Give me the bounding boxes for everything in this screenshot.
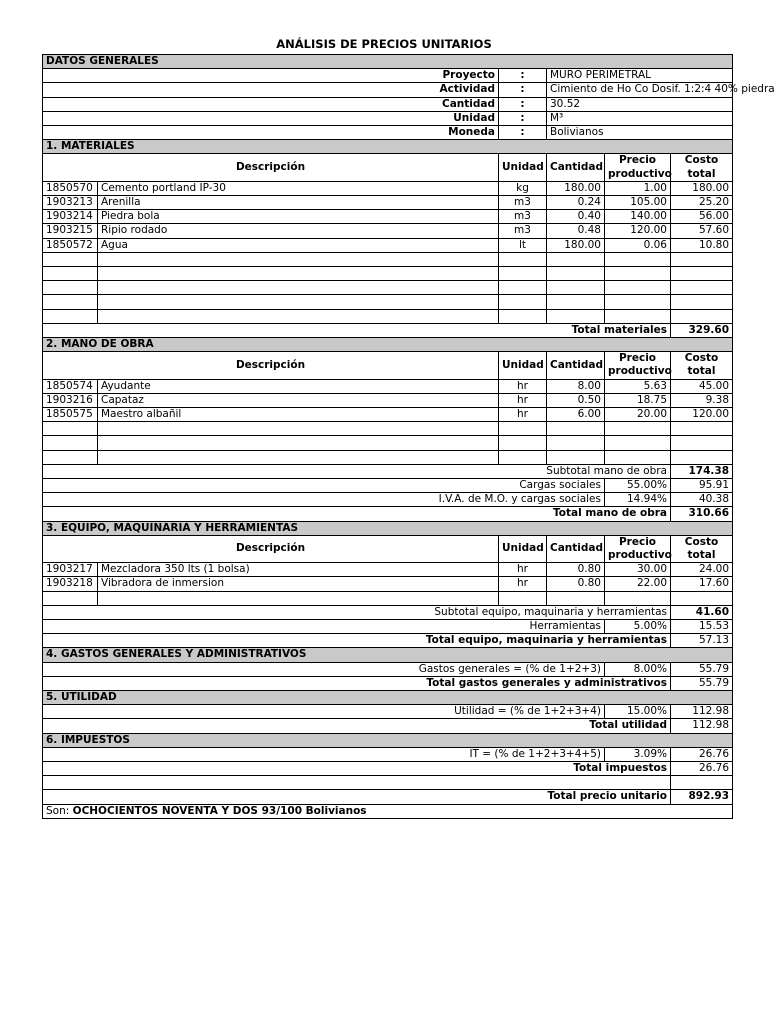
son-label: Son: bbox=[46, 804, 70, 817]
blank-row bbox=[43, 422, 733, 436]
total-gastos-row bbox=[43, 676, 733, 690]
summary-percent: 15.00% bbox=[605, 705, 671, 719]
section-header: DATOS GENERALES bbox=[43, 55, 733, 69]
col-precio bbox=[605, 535, 671, 562]
item-description: Cemento portland IP-30 bbox=[98, 181, 499, 195]
blank-cell bbox=[98, 267, 499, 281]
blank-cell bbox=[671, 281, 733, 295]
it-row bbox=[43, 747, 733, 761]
blank-cell bbox=[547, 422, 605, 436]
blank-cell bbox=[547, 295, 605, 309]
blank-cell bbox=[43, 295, 98, 309]
item-description: Ayudante bbox=[98, 379, 499, 393]
item-quantity: 0.48 bbox=[547, 224, 605, 238]
col-unidad: Unidad bbox=[499, 154, 547, 181]
item-code: 1903215 bbox=[43, 224, 98, 238]
item-unit: hr bbox=[499, 408, 547, 422]
field-label: Actividad bbox=[43, 83, 499, 97]
blank-cell bbox=[547, 252, 605, 266]
item-price: 120.00 bbox=[605, 224, 671, 238]
field-separator: : bbox=[499, 69, 547, 83]
item-unit: m3 bbox=[499, 196, 547, 210]
item-price: 20.00 bbox=[605, 408, 671, 422]
blank-row bbox=[43, 591, 733, 605]
field-separator: : bbox=[499, 83, 547, 97]
item-code: 1850575 bbox=[43, 408, 98, 422]
summary-label: Total mano de obra bbox=[43, 507, 671, 521]
col-costo bbox=[671, 154, 733, 181]
gastos-generales-row bbox=[43, 662, 733, 676]
table-row bbox=[43, 196, 733, 210]
blank-row bbox=[43, 309, 733, 323]
item-total: 9.38 bbox=[671, 393, 733, 407]
col-costo-line1: Costo bbox=[684, 352, 719, 365]
col-unidad: Unidad bbox=[499, 535, 547, 562]
blank-cell bbox=[605, 267, 671, 281]
item-total: 56.00 bbox=[671, 210, 733, 224]
summary-label: I.V.A. de M.O. y cargas sociales bbox=[43, 493, 605, 507]
summary-value: 41.60 bbox=[671, 605, 733, 619]
blank-cell bbox=[671, 267, 733, 281]
col-precio-line2: productivo bbox=[608, 548, 672, 561]
total-precio-unitario-row bbox=[43, 790, 733, 804]
item-unit: hr bbox=[499, 393, 547, 407]
item-unit: kg bbox=[499, 181, 547, 195]
blank-cell bbox=[671, 591, 733, 605]
column-header-row bbox=[43, 154, 733, 181]
blank-cell bbox=[499, 591, 547, 605]
section-header: 6. IMPUESTOS bbox=[43, 733, 733, 747]
field-value: 30.52 bbox=[547, 97, 733, 111]
total-equipo-row bbox=[43, 634, 733, 648]
field-separator: : bbox=[499, 111, 547, 125]
col-precio-line2: productivo bbox=[608, 365, 672, 378]
summary-value: 112.98 bbox=[671, 705, 733, 719]
summary-value: 55.79 bbox=[671, 662, 733, 676]
item-unit: hr bbox=[499, 577, 547, 591]
item-code: 1903217 bbox=[43, 563, 98, 577]
table-row bbox=[43, 238, 733, 252]
section-materiales bbox=[43, 140, 733, 154]
col-cantidad: Cantidad bbox=[547, 154, 605, 181]
field-value: MURO PERIMETRAL bbox=[547, 69, 733, 83]
blank-cell bbox=[605, 436, 671, 450]
item-quantity: 8.00 bbox=[547, 379, 605, 393]
item-code: 1850572 bbox=[43, 238, 98, 252]
blank-cell bbox=[98, 309, 499, 323]
field-value: M³ bbox=[547, 111, 733, 125]
total-impuestos-row bbox=[43, 762, 733, 776]
summary-value: 15.53 bbox=[671, 619, 733, 633]
summary-label: Total precio unitario bbox=[43, 790, 671, 804]
son-text: OCHOCIENTOS NOVENTA Y DOS 93/100 Bolivianos bbox=[72, 804, 367, 817]
item-price: 30.00 bbox=[605, 563, 671, 577]
blank-cell bbox=[43, 267, 98, 281]
summary-percent: 8.00% bbox=[605, 662, 671, 676]
summary-value: 55.79 bbox=[671, 676, 733, 690]
column-header-row bbox=[43, 352, 733, 379]
section-mano-de-obra bbox=[43, 337, 733, 351]
item-quantity: 6.00 bbox=[547, 408, 605, 422]
table-row bbox=[43, 577, 733, 591]
amount-in-words bbox=[43, 804, 733, 818]
table-body bbox=[43, 55, 775, 819]
blank-cell bbox=[605, 450, 671, 464]
col-descripcion: Descripción bbox=[43, 352, 499, 379]
field-value: Cimiento de Ho Co Dosif. 1:2:4 40% piedra bbox=[547, 83, 733, 97]
summary-value: 26.76 bbox=[671, 762, 733, 776]
summary-value: 310.66 bbox=[671, 507, 733, 521]
total-materiales-row bbox=[43, 323, 733, 337]
table-row bbox=[43, 563, 733, 577]
blank-row bbox=[43, 295, 733, 309]
summary-label: Gastos generales = (% de 1+2+3) bbox=[43, 662, 605, 676]
blank-cell bbox=[671, 776, 733, 790]
general-field-row bbox=[43, 69, 733, 83]
item-code: 1903213 bbox=[43, 196, 98, 210]
item-total: 180.00 bbox=[671, 181, 733, 195]
item-total: 57.60 bbox=[671, 224, 733, 238]
blank-cell bbox=[547, 436, 605, 450]
summary-label: Subtotal equipo, maquinaria y herramientas bbox=[43, 605, 671, 619]
blank-cell bbox=[671, 295, 733, 309]
item-total: 10.80 bbox=[671, 238, 733, 252]
section-utilidad bbox=[43, 691, 733, 705]
item-description: Vibradora de inmersion bbox=[98, 577, 499, 591]
document-title: ANÁLISIS DE PRECIOS UNITARIOS bbox=[276, 37, 492, 51]
blank-cell bbox=[43, 281, 98, 295]
blank-cell bbox=[43, 591, 98, 605]
blank-cell bbox=[499, 422, 547, 436]
table-row bbox=[43, 181, 733, 195]
summary-label: Cargas sociales bbox=[43, 478, 605, 492]
blank-row bbox=[43, 281, 733, 295]
col-costo-line2: total bbox=[687, 167, 716, 180]
subtotal-mano-obra-row bbox=[43, 464, 733, 478]
field-label: Moneda bbox=[43, 126, 499, 140]
summary-label: Total materiales bbox=[43, 323, 671, 337]
section-header: 5. UTILIDAD bbox=[43, 691, 733, 705]
summary-value: 892.93 bbox=[671, 790, 733, 804]
section-equipo bbox=[43, 521, 733, 535]
item-quantity: 0.80 bbox=[547, 563, 605, 577]
blank-cell bbox=[499, 281, 547, 295]
summary-value: 95.91 bbox=[671, 478, 733, 492]
blank-cell bbox=[605, 309, 671, 323]
item-unit: hr bbox=[499, 563, 547, 577]
col-precio-line1: Precio bbox=[618, 535, 657, 548]
summary-label: Total impuestos bbox=[43, 762, 671, 776]
blank-cell bbox=[499, 295, 547, 309]
blank-cell bbox=[547, 450, 605, 464]
blank-row bbox=[43, 252, 733, 266]
item-price: 22.00 bbox=[605, 577, 671, 591]
item-total: 24.00 bbox=[671, 563, 733, 577]
blank-cell bbox=[98, 422, 499, 436]
spacer-row bbox=[43, 776, 733, 790]
summary-percent: 55.00% bbox=[605, 478, 671, 492]
item-code: 1850574 bbox=[43, 379, 98, 393]
item-quantity: 180.00 bbox=[547, 181, 605, 195]
section-datos-generales bbox=[43, 55, 733, 69]
blank-row bbox=[43, 450, 733, 464]
blank-cell bbox=[605, 422, 671, 436]
blank-row bbox=[43, 436, 733, 450]
table-row bbox=[43, 408, 733, 422]
summary-value: 40.38 bbox=[671, 493, 733, 507]
blank-cell bbox=[605, 281, 671, 295]
blank-cell bbox=[499, 309, 547, 323]
blank-cell bbox=[547, 267, 605, 281]
summary-label: Herramientas bbox=[43, 619, 605, 633]
summary-label: Subtotal mano de obra bbox=[43, 464, 671, 478]
item-unit: hr bbox=[499, 379, 547, 393]
summary-label: Total gastos generales y administrativos bbox=[43, 676, 671, 690]
col-precio-line2: productivo bbox=[608, 167, 672, 180]
blank-cell bbox=[499, 436, 547, 450]
summary-percent: 3.09% bbox=[605, 747, 671, 761]
blank-cell bbox=[43, 450, 98, 464]
blank-cell bbox=[671, 422, 733, 436]
col-unidad: Unidad bbox=[499, 352, 547, 379]
summary-value: 26.76 bbox=[671, 747, 733, 761]
item-code: 1903218 bbox=[43, 577, 98, 591]
blank-row bbox=[43, 267, 733, 281]
cargas-sociales-row bbox=[43, 478, 733, 492]
blank-cell bbox=[547, 591, 605, 605]
item-description: Agua bbox=[98, 238, 499, 252]
blank-cell bbox=[547, 309, 605, 323]
table-row bbox=[43, 224, 733, 238]
blank-cell bbox=[98, 252, 499, 266]
summary-label: Utilidad = (% de 1+2+3+4) bbox=[43, 705, 605, 719]
item-code: 1903214 bbox=[43, 210, 98, 224]
subtotal-equipo-row bbox=[43, 605, 733, 619]
item-total: 120.00 bbox=[671, 408, 733, 422]
item-total: 25.20 bbox=[671, 196, 733, 210]
blank-cell bbox=[605, 591, 671, 605]
summary-label: Total utilidad bbox=[43, 719, 671, 733]
table-row bbox=[43, 393, 733, 407]
field-value: Bolivianos bbox=[547, 126, 733, 140]
item-unit: m3 bbox=[499, 210, 547, 224]
item-unit: m3 bbox=[499, 224, 547, 238]
item-price: 5.63 bbox=[605, 379, 671, 393]
item-description: Mezcladora 350 lts (1 bolsa) bbox=[98, 563, 499, 577]
col-precio bbox=[605, 352, 671, 379]
item-total: 45.00 bbox=[671, 379, 733, 393]
item-description: Piedra bola bbox=[98, 210, 499, 224]
field-label: Proyecto bbox=[43, 69, 499, 83]
item-quantity: 0.40 bbox=[547, 210, 605, 224]
item-price: 18.75 bbox=[605, 393, 671, 407]
utilidad-row bbox=[43, 705, 733, 719]
blank-cell bbox=[671, 450, 733, 464]
blank-cell bbox=[98, 295, 499, 309]
blank-cell bbox=[98, 591, 499, 605]
blank-cell bbox=[671, 436, 733, 450]
blank-cell bbox=[605, 295, 671, 309]
section-impuestos bbox=[43, 733, 733, 747]
item-quantity: 180.00 bbox=[547, 238, 605, 252]
summary-value: 57.13 bbox=[671, 634, 733, 648]
table-row bbox=[43, 210, 733, 224]
summary-value: 174.38 bbox=[671, 464, 733, 478]
item-price: 0.06 bbox=[605, 238, 671, 252]
item-unit: lt bbox=[499, 238, 547, 252]
col-cantidad: Cantidad bbox=[547, 352, 605, 379]
table-row bbox=[43, 379, 733, 393]
section-gastos bbox=[43, 648, 733, 662]
blank-cell bbox=[499, 267, 547, 281]
col-costo bbox=[671, 535, 733, 562]
blank-cell bbox=[671, 252, 733, 266]
item-price: 140.00 bbox=[605, 210, 671, 224]
item-price: 105.00 bbox=[605, 196, 671, 210]
total-utilidad-row bbox=[43, 719, 733, 733]
blank-cell bbox=[499, 450, 547, 464]
blank-cell bbox=[43, 436, 98, 450]
total-mano-obra-row bbox=[43, 507, 733, 521]
col-costo bbox=[671, 352, 733, 379]
general-field-row bbox=[43, 126, 733, 140]
field-label: Cantidad bbox=[43, 97, 499, 111]
item-total: 17.60 bbox=[671, 577, 733, 591]
summary-label: IT = (% de 1+2+3+4+5) bbox=[43, 747, 605, 761]
herramientas-row bbox=[43, 619, 733, 633]
col-precio bbox=[605, 154, 671, 181]
blank-cell bbox=[43, 776, 671, 790]
general-field-row bbox=[43, 97, 733, 111]
summary-label: Total equipo, maquinaria y herramientas bbox=[43, 634, 671, 648]
col-descripcion: Descripción bbox=[43, 154, 499, 181]
section-header: 4. GASTOS GENERALES Y ADMINISTRATIVOS bbox=[43, 648, 733, 662]
field-label: Unidad bbox=[43, 111, 499, 125]
item-quantity: 0.50 bbox=[547, 393, 605, 407]
summary-value: 329.60 bbox=[671, 323, 733, 337]
item-code: 1850570 bbox=[43, 181, 98, 195]
col-costo-line2: total bbox=[687, 365, 716, 378]
col-cantidad: Cantidad bbox=[547, 535, 605, 562]
field-separator: : bbox=[499, 126, 547, 140]
summary-percent: 14.94% bbox=[605, 493, 671, 507]
blank-cell bbox=[43, 422, 98, 436]
item-description: Maestro albañil bbox=[98, 408, 499, 422]
blank-cell bbox=[98, 281, 499, 295]
col-precio-line1: Precio bbox=[618, 154, 657, 167]
blank-cell bbox=[98, 450, 499, 464]
item-quantity: 0.24 bbox=[547, 196, 605, 210]
item-description: Arenilla bbox=[98, 196, 499, 210]
blank-cell bbox=[605, 252, 671, 266]
blank-cell bbox=[43, 309, 98, 323]
col-costo-line2: total bbox=[687, 548, 716, 561]
blank-cell bbox=[499, 252, 547, 266]
item-code: 1903216 bbox=[43, 393, 98, 407]
blank-cell bbox=[98, 436, 499, 450]
blank-cell bbox=[547, 281, 605, 295]
blank-cell bbox=[671, 309, 733, 323]
amount-in-words-row bbox=[43, 804, 733, 818]
field-separator: : bbox=[499, 97, 547, 111]
blank-cell bbox=[43, 252, 98, 266]
summary-value: 112.98 bbox=[671, 719, 733, 733]
price-analysis-table bbox=[42, 54, 775, 819]
general-field-row bbox=[43, 83, 733, 97]
col-costo-line1: Costo bbox=[684, 535, 719, 548]
col-costo-line1: Costo bbox=[684, 154, 719, 167]
section-header: 2. MANO DE OBRA bbox=[43, 337, 733, 351]
column-header-row bbox=[43, 535, 733, 562]
item-price: 1.00 bbox=[605, 181, 671, 195]
item-quantity: 0.80 bbox=[547, 577, 605, 591]
col-precio-line1: Precio bbox=[618, 352, 657, 365]
col-descripcion: Descripción bbox=[43, 535, 499, 562]
item-description: Capataz bbox=[98, 393, 499, 407]
summary-percent: 5.00% bbox=[605, 619, 671, 633]
iva-row bbox=[43, 493, 733, 507]
item-description: Ripio rodado bbox=[98, 224, 499, 238]
section-header: 3. EQUIPO, MAQUINARIA Y HERRAMIENTAS bbox=[43, 521, 733, 535]
general-field-row bbox=[43, 111, 733, 125]
section-header: 1. MATERIALES bbox=[43, 140, 733, 154]
